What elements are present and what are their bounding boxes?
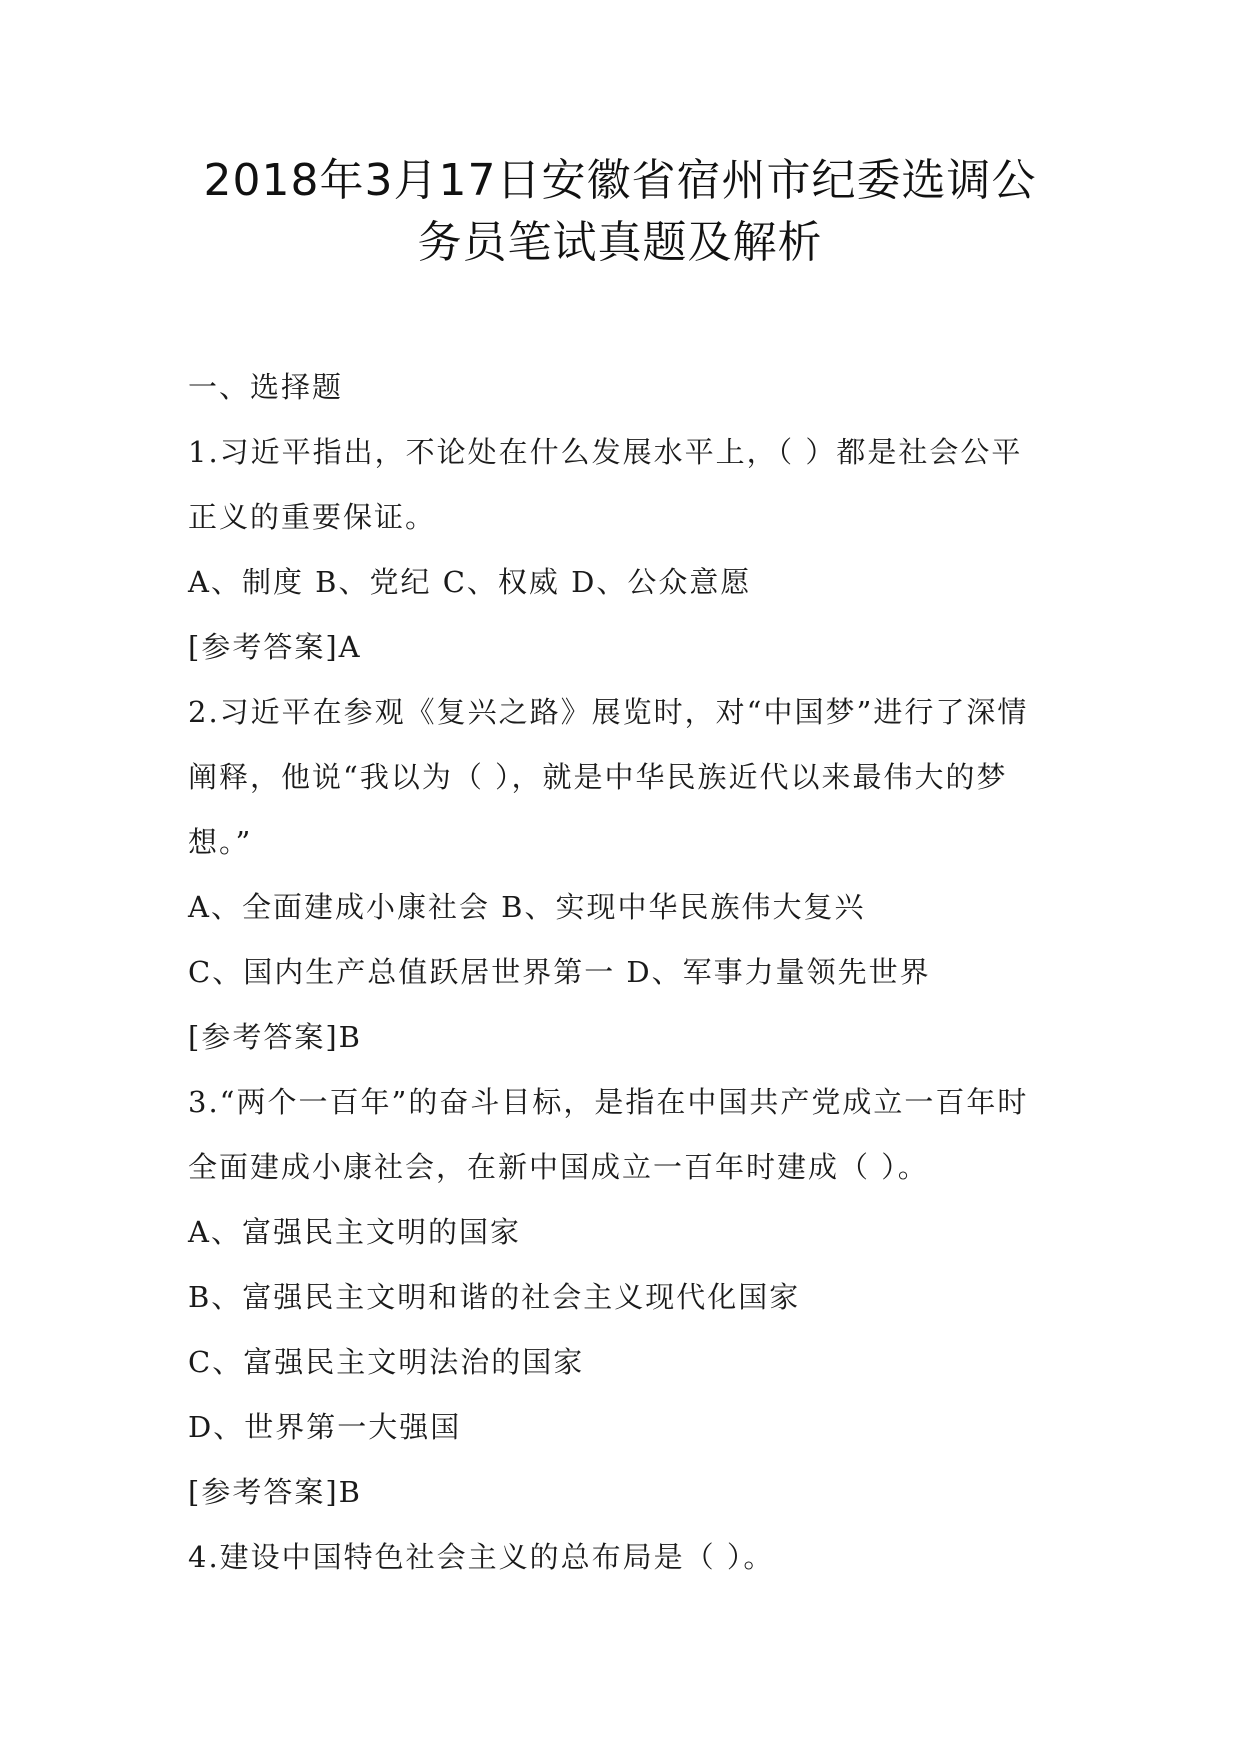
question-3-line-1: 3.“两个一百年”的奋斗目标，是指在中国共产党成立一百年时 xyxy=(188,1085,1029,1119)
title-line-1: 2018年3月17日安徽省宿州市纪委选调公 xyxy=(203,155,1037,206)
question-3-option-c: C、富强民主文明法治的国家 xyxy=(188,1345,585,1379)
question-3-option-d: D、世界第一大强国 xyxy=(188,1410,462,1444)
question-3-line-2: 全面建成小康社会，在新中国成立一百年时建成（ ）。 xyxy=(188,1150,929,1184)
question-1-options: A、制度 B、党纪 C、权威 D、公众意愿 xyxy=(188,565,752,599)
document-title xyxy=(160,150,1080,274)
question-3-answer: [参考答案]B xyxy=(188,1475,362,1509)
question-3-option-b: B、富强民主文明和谐的社会主义现代化国家 xyxy=(188,1280,801,1314)
question-2-options-ab: A、全面建成小康社会 B、实现中华民族伟大复兴 xyxy=(188,890,866,924)
question-2-line-1: 2.习近平在参观《复兴之路》展览时，对“中国梦”进行了深情 xyxy=(188,695,1029,729)
question-1-answer: [参考答案]A xyxy=(188,630,362,664)
title-line-2: 务员笔试真题及解析 xyxy=(417,217,823,268)
question-1-line-2: 正义的重要保证。 xyxy=(188,500,437,534)
question-2-options-cd: C、国内生产总值跃居世界第一 D、军事力量领先世界 xyxy=(188,955,931,989)
question-4-line-1: 4.建设中国特色社会主义的总布局是（ ）。 xyxy=(188,1540,775,1574)
question-2-line-2: 阐释，他说“我以为（ ），就是中华民族近代以来最伟大的梦 xyxy=(188,760,1008,794)
question-3-option-a: A、富强民主文明的国家 xyxy=(188,1215,521,1249)
document-body xyxy=(188,355,1068,1590)
question-2-line-3: 想。” xyxy=(188,825,253,859)
section-heading: 一、选择题 xyxy=(188,370,344,404)
question-1-line-1: 1.习近平指出，不论处在什么发展水平上，（ ）都是社会公平 xyxy=(188,435,1023,469)
question-2-answer: [参考答案]B xyxy=(188,1020,362,1054)
